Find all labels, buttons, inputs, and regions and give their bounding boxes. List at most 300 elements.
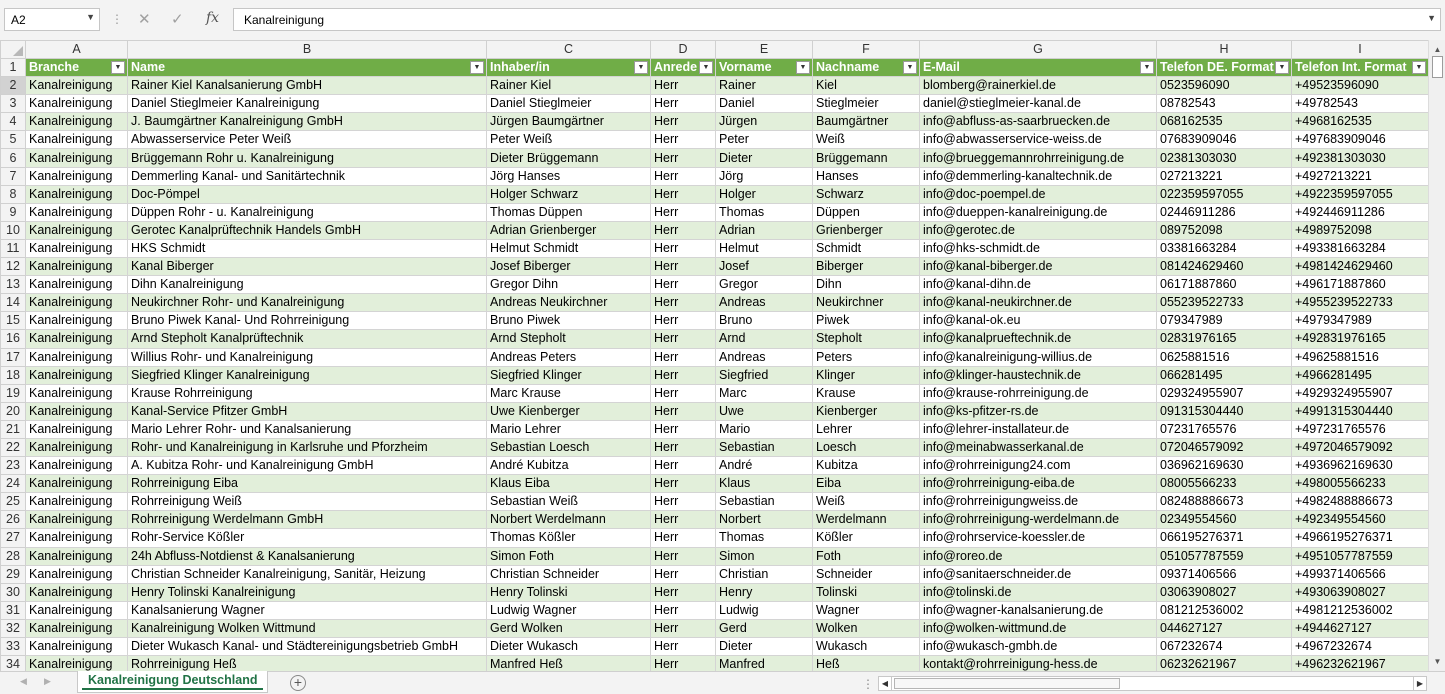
table-cell[interactable]: Holger Schwarz bbox=[487, 185, 651, 203]
table-cell[interactable]: Christian Schneider bbox=[487, 565, 651, 583]
table-cell[interactable]: Neukirchner bbox=[813, 294, 920, 312]
select-all-button[interactable] bbox=[1, 41, 26, 59]
table-cell[interactable]: Kanalreinigung bbox=[26, 330, 128, 348]
table-cell[interactable]: Herr bbox=[651, 185, 716, 203]
row-header[interactable]: 15 bbox=[1, 312, 26, 330]
tab-split-handle-icon[interactable]: ⋮ bbox=[862, 677, 873, 691]
table-header-cell[interactable] bbox=[716, 59, 813, 77]
table-cell[interactable]: 091315304440 bbox=[1157, 402, 1292, 420]
table-cell[interactable]: Kanalreinigung bbox=[26, 113, 128, 131]
table-cell[interactable]: +4968162535 bbox=[1292, 113, 1429, 131]
table-cell[interactable]: info@abfluss-as-saarbruecken.de bbox=[920, 113, 1157, 131]
table-cell[interactable]: 0523596090 bbox=[1157, 77, 1292, 95]
table-cell[interactable]: +492349554560 bbox=[1292, 511, 1429, 529]
table-cell[interactable]: Siegfried Klinger bbox=[487, 366, 651, 384]
table-cell[interactable]: info@tolinski.de bbox=[920, 583, 1157, 601]
table-cell[interactable]: +496171887860 bbox=[1292, 276, 1429, 294]
table-cell[interactable]: +492831976165 bbox=[1292, 330, 1429, 348]
table-cell[interactable]: Dihn Kanalreinigung bbox=[128, 276, 487, 294]
table-cell[interactable]: Heß bbox=[813, 656, 920, 671]
table-cell[interactable]: info@rohrreinigungweiss.de bbox=[920, 493, 1157, 511]
table-cell[interactable]: +4951057787559 bbox=[1292, 547, 1429, 565]
table-cell[interactable]: 09371406566 bbox=[1157, 565, 1292, 583]
table-cell[interactable]: +4927213221 bbox=[1292, 167, 1429, 185]
table-cell[interactable]: Herr bbox=[651, 330, 716, 348]
table-cell[interactable]: Kanalreinigung bbox=[26, 203, 128, 221]
table-cell[interactable]: 02381303030 bbox=[1157, 149, 1292, 167]
table-header-cell[interactable] bbox=[1292, 59, 1429, 77]
table-cell[interactable]: Thomas Kößler bbox=[487, 529, 651, 547]
table-cell[interactable]: 068162535 bbox=[1157, 113, 1292, 131]
table-cell[interactable]: 082488886673 bbox=[1157, 493, 1292, 511]
table-cell[interactable]: Gerd Wolken bbox=[487, 619, 651, 637]
table-cell[interactable]: Herr bbox=[651, 348, 716, 366]
table-cell[interactable]: Josef bbox=[716, 258, 813, 276]
table-cell[interactable]: Helmut bbox=[716, 239, 813, 257]
column-header[interactable]: G bbox=[920, 41, 1157, 59]
table-cell[interactable]: Herr bbox=[651, 384, 716, 402]
table-cell[interactable]: Herr bbox=[651, 601, 716, 619]
table-cell[interactable]: Herr bbox=[651, 366, 716, 384]
filter-dropdown-icon[interactable]: ▼ bbox=[470, 61, 484, 74]
table-cell[interactable]: Kanalreinigung bbox=[26, 402, 128, 420]
table-cell[interactable]: Peter Weiß bbox=[487, 131, 651, 149]
table-cell[interactable]: Kanalreinigung bbox=[26, 565, 128, 583]
scroll-down-icon[interactable]: ▼ bbox=[1433, 657, 1442, 666]
table-cell[interactable]: Siegfried Klinger Kanalreinigung bbox=[128, 366, 487, 384]
table-cell[interactable]: Kanalreinigung bbox=[26, 583, 128, 601]
table-cell[interactable]: 089752098 bbox=[1157, 221, 1292, 239]
table-cell[interactable]: Kanalreinigung bbox=[26, 131, 128, 149]
sheet-tab-active[interactable] bbox=[77, 671, 268, 693]
table-cell[interactable]: Rohrreinigung Eiba bbox=[128, 475, 487, 493]
table-cell[interactable]: +4991315304440 bbox=[1292, 402, 1429, 420]
table-cell[interactable]: +4981212536002 bbox=[1292, 601, 1429, 619]
table-cell[interactable]: info@gerotec.de bbox=[920, 221, 1157, 239]
row-header[interactable]: 16 bbox=[1, 330, 26, 348]
table-cell[interactable]: Baumgärtner bbox=[813, 113, 920, 131]
chevron-down-icon[interactable]: ▼ bbox=[86, 12, 95, 22]
row-header[interactable]: 13 bbox=[1, 276, 26, 294]
table-cell[interactable]: 067232674 bbox=[1157, 638, 1292, 656]
row-header[interactable]: 24 bbox=[1, 475, 26, 493]
table-cell[interactable]: Kanal Biberger bbox=[128, 258, 487, 276]
table-cell[interactable]: Herr bbox=[651, 294, 716, 312]
table-cell[interactable]: Ludwig Wagner bbox=[487, 601, 651, 619]
table-cell[interactable]: 07683909046 bbox=[1157, 131, 1292, 149]
table-cell[interactable]: Herr bbox=[651, 276, 716, 294]
vertical-scrollbar[interactable] bbox=[1428, 40, 1445, 671]
table-cell[interactable]: Rainer Kiel Kanalsanierung GmbH bbox=[128, 77, 487, 95]
table-cell[interactable]: Kanalreinigung bbox=[26, 366, 128, 384]
table-cell[interactable]: Kanalreinigung bbox=[26, 348, 128, 366]
row-header[interactable]: 34 bbox=[1, 656, 26, 671]
table-cell[interactable]: HKS Schmidt bbox=[128, 239, 487, 257]
table-cell[interactable]: Herr bbox=[651, 656, 716, 671]
table-cell[interactable]: Kößler bbox=[813, 529, 920, 547]
table-cell[interactable]: info@kanal-ok.eu bbox=[920, 312, 1157, 330]
table-cell[interactable]: Herr bbox=[651, 258, 716, 276]
table-cell[interactable]: Herr bbox=[651, 167, 716, 185]
table-cell[interactable]: Andreas bbox=[716, 348, 813, 366]
table-cell[interactable]: Sebastian Loesch bbox=[487, 438, 651, 456]
table-cell[interactable]: Kanalreinigung Wolken Wittmund bbox=[128, 619, 487, 637]
table-cell[interactable]: Arnd Stepholt Kanalprüftechnik bbox=[128, 330, 487, 348]
table-cell[interactable]: Herr bbox=[651, 619, 716, 637]
table-cell[interactable]: +49523596090 bbox=[1292, 77, 1429, 95]
table-cell[interactable]: Herr bbox=[651, 565, 716, 583]
table-cell[interactable]: 02831976165 bbox=[1157, 330, 1292, 348]
table-cell[interactable]: +492446911286 bbox=[1292, 203, 1429, 221]
table-cell[interactable]: Herr bbox=[651, 511, 716, 529]
table-cell[interactable]: info@brueggemannrohrreinigung.de bbox=[920, 149, 1157, 167]
table-cell[interactable]: info@hks-schmidt.de bbox=[920, 239, 1157, 257]
row-header[interactable]: 14 bbox=[1, 294, 26, 312]
table-cell[interactable]: Herr bbox=[651, 457, 716, 475]
row-header[interactable]: 20 bbox=[1, 402, 26, 420]
table-cell[interactable]: Hanses bbox=[813, 167, 920, 185]
table-cell[interactable]: +4989752098 bbox=[1292, 221, 1429, 239]
table-cell[interactable]: Kanalreinigung bbox=[26, 77, 128, 95]
table-cell[interactable]: Norbert Werdelmann bbox=[487, 511, 651, 529]
table-cell[interactable]: Dieter Wukasch bbox=[487, 638, 651, 656]
table-cell[interactable]: 03063908027 bbox=[1157, 583, 1292, 601]
table-cell[interactable]: Daniel Stieglmeier Kanalreinigung bbox=[128, 95, 487, 113]
next-sheet-icon[interactable]: ▶ bbox=[44, 676, 51, 686]
table-cell[interactable]: Bruno Piwek Kanal- Und Rohrreinigung bbox=[128, 312, 487, 330]
table-cell[interactable]: Daniel Stieglmeier bbox=[487, 95, 651, 113]
table-cell[interactable]: 081424629460 bbox=[1157, 258, 1292, 276]
row-header[interactable]: 9 bbox=[1, 203, 26, 221]
table-cell[interactable]: Manfred Heß bbox=[487, 656, 651, 671]
table-cell[interactable]: Dieter bbox=[716, 149, 813, 167]
table-cell[interactable]: info@rohrreinigung-eiba.de bbox=[920, 475, 1157, 493]
filter-dropdown-icon[interactable]: ▼ bbox=[796, 61, 810, 74]
table-cell[interactable]: Loesch bbox=[813, 438, 920, 456]
table-cell[interactable]: info@rohrreinigung-werdelmann.de bbox=[920, 511, 1157, 529]
table-cell[interactable]: Arnd Stepholt bbox=[487, 330, 651, 348]
table-cell[interactable]: Kanalreinigung bbox=[26, 656, 128, 671]
table-cell[interactable]: 06232621967 bbox=[1157, 656, 1292, 671]
table-cell[interactable]: Herr bbox=[651, 475, 716, 493]
table-cell[interactable]: Herr bbox=[651, 547, 716, 565]
add-sheet-button[interactable]: + bbox=[290, 675, 306, 691]
table-cell[interactable]: Schneider bbox=[813, 565, 920, 583]
table-cell[interactable]: 07231765576 bbox=[1157, 420, 1292, 438]
table-cell[interactable]: Wolken bbox=[813, 619, 920, 637]
table-cell[interactable]: Düppen Rohr - u. Kanalreinigung bbox=[128, 203, 487, 221]
table-cell[interactable]: Kanalreinigung bbox=[26, 420, 128, 438]
table-cell[interactable]: 08782543 bbox=[1157, 95, 1292, 113]
table-cell[interactable]: Kanalreinigung bbox=[26, 529, 128, 547]
table-cell[interactable]: Brüggemann Rohr u. Kanalreinigung bbox=[128, 149, 487, 167]
table-cell[interactable]: info@abwasserservice-weiss.de bbox=[920, 131, 1157, 149]
table-cell[interactable]: Rohrreinigung Werdelmann GmbH bbox=[128, 511, 487, 529]
table-cell[interactable]: Siegfried bbox=[716, 366, 813, 384]
table-cell[interactable]: Thomas bbox=[716, 203, 813, 221]
table-cell[interactable]: info@rohrservice-koessler.de bbox=[920, 529, 1157, 547]
table-cell[interactable]: +4966281495 bbox=[1292, 366, 1429, 384]
table-cell[interactable]: Rainer Kiel bbox=[487, 77, 651, 95]
filter-dropdown-icon[interactable]: ▼ bbox=[903, 61, 917, 74]
table-cell[interactable]: daniel@stieglmeier-kanal.de bbox=[920, 95, 1157, 113]
table-cell[interactable]: 02446911286 bbox=[1157, 203, 1292, 221]
table-cell[interactable]: Grienberger bbox=[813, 221, 920, 239]
table-cell[interactable]: 055239522733 bbox=[1157, 294, 1292, 312]
filter-dropdown-icon[interactable]: ▼ bbox=[1140, 61, 1154, 74]
table-cell[interactable]: Thomas bbox=[716, 529, 813, 547]
table-cell[interactable]: Herr bbox=[651, 638, 716, 656]
table-cell[interactable]: Christian bbox=[716, 565, 813, 583]
table-cell[interactable]: Dieter Wukasch Kanal- und Städtereinigungsbetrieb GmbH bbox=[128, 638, 487, 656]
table-cell[interactable]: Biberger bbox=[813, 258, 920, 276]
row-header[interactable]: 29 bbox=[1, 565, 26, 583]
row-header[interactable]: 28 bbox=[1, 547, 26, 565]
row-header[interactable]: 3 bbox=[1, 95, 26, 113]
table-cell[interactable]: +499371406566 bbox=[1292, 565, 1429, 583]
table-cell[interactable]: Herr bbox=[651, 420, 716, 438]
table-cell[interactable]: Tolinski bbox=[813, 583, 920, 601]
table-cell[interactable]: Peter bbox=[716, 131, 813, 149]
table-cell[interactable]: Sebastian bbox=[716, 438, 813, 456]
table-cell[interactable]: Henry Tolinski bbox=[487, 583, 651, 601]
scroll-left-icon[interactable]: ◀ bbox=[879, 677, 892, 690]
row-header[interactable]: 12 bbox=[1, 258, 26, 276]
table-cell[interactable]: Herr bbox=[651, 131, 716, 149]
row-header[interactable]: 18 bbox=[1, 366, 26, 384]
table-cell[interactable]: Demmerling Kanal- und Sanitärtechnik bbox=[128, 167, 487, 185]
table-cell[interactable]: Kanalreinigung bbox=[26, 511, 128, 529]
table-cell[interactable]: Manfred bbox=[716, 656, 813, 671]
table-cell[interactable]: Marc bbox=[716, 384, 813, 402]
table-cell[interactable]: +4955239522733 bbox=[1292, 294, 1429, 312]
table-cell[interactable]: Eiba bbox=[813, 475, 920, 493]
table-cell[interactable]: Kiel bbox=[813, 77, 920, 95]
column-header[interactable]: D bbox=[651, 41, 716, 59]
row-header[interactable]: 6 bbox=[1, 149, 26, 167]
table-header-cell[interactable] bbox=[487, 59, 651, 77]
row-header[interactable]: 30 bbox=[1, 583, 26, 601]
table-cell[interactable]: Kubitza bbox=[813, 457, 920, 475]
table-cell[interactable]: +4929324955907 bbox=[1292, 384, 1429, 402]
table-cell[interactable]: info@roreo.de bbox=[920, 547, 1157, 565]
row-header[interactable]: 31 bbox=[1, 601, 26, 619]
table-cell[interactable]: Jürgen bbox=[716, 113, 813, 131]
table-cell[interactable]: Herr bbox=[651, 221, 716, 239]
table-cell[interactable]: Schwarz bbox=[813, 185, 920, 203]
table-cell[interactable]: Kanalreinigung bbox=[26, 149, 128, 167]
table-cell[interactable]: +4981424629460 bbox=[1292, 258, 1429, 276]
scroll-up-icon[interactable]: ▲ bbox=[1433, 45, 1442, 54]
table-cell[interactable]: kontakt@rohrreinigung-hess.de bbox=[920, 656, 1157, 671]
table-cell[interactable]: Thomas Düppen bbox=[487, 203, 651, 221]
table-cell[interactable]: Kanalreinigung bbox=[26, 475, 128, 493]
table-cell[interactable]: Henry bbox=[716, 583, 813, 601]
filter-dropdown-icon[interactable]: ▼ bbox=[1275, 61, 1289, 74]
name-box[interactable] bbox=[4, 8, 100, 31]
table-cell[interactable]: Rohr-Service Kößler bbox=[128, 529, 487, 547]
table-cell[interactable]: +497683909046 bbox=[1292, 131, 1429, 149]
table-cell[interactable]: 051057787559 bbox=[1157, 547, 1292, 565]
table-cell[interactable]: +4922359597055 bbox=[1292, 185, 1429, 203]
table-cell[interactable]: +4972046579092 bbox=[1292, 438, 1429, 456]
table-cell[interactable]: 036962169630 bbox=[1157, 457, 1292, 475]
filter-dropdown-icon[interactable]: ▼ bbox=[634, 61, 648, 74]
table-cell[interactable]: Herr bbox=[651, 493, 716, 511]
row-header[interactable]: 11 bbox=[1, 239, 26, 257]
table-cell[interactable]: Daniel bbox=[716, 95, 813, 113]
table-cell[interactable]: info@lehrer-installateur.de bbox=[920, 420, 1157, 438]
table-cell[interactable]: Foth bbox=[813, 547, 920, 565]
table-cell[interactable]: Holger bbox=[716, 185, 813, 203]
row-header[interactable]: 8 bbox=[1, 185, 26, 203]
chevron-down-icon[interactable]: ▼ bbox=[1427, 13, 1436, 23]
table-cell[interactable]: J. Baumgärtner Kanalreinigung GmbH bbox=[128, 113, 487, 131]
insert-function-button[interactable]: fx bbox=[206, 10, 220, 26]
table-cell[interactable]: blomberg@rainerkiel.de bbox=[920, 77, 1157, 95]
table-cell[interactable]: Willius Rohr- und Kanalreinigung bbox=[128, 348, 487, 366]
table-cell[interactable]: Werdelmann bbox=[813, 511, 920, 529]
table-cell[interactable]: info@wagner-kanalsanierung.de bbox=[920, 601, 1157, 619]
table-cell[interactable]: +497231765576 bbox=[1292, 420, 1429, 438]
column-header[interactable]: C bbox=[487, 41, 651, 59]
row-header[interactable]: 33 bbox=[1, 638, 26, 656]
table-cell[interactable]: 081212536002 bbox=[1157, 601, 1292, 619]
table-cell[interactable]: Jörg Hanses bbox=[487, 167, 651, 185]
check-icon[interactable]: ✓ bbox=[171, 11, 184, 28]
table-cell[interactable]: 06171887860 bbox=[1157, 276, 1292, 294]
table-cell[interactable]: Dieter Brüggemann bbox=[487, 149, 651, 167]
table-cell[interactable]: info@krause-rohrreinigung.de bbox=[920, 384, 1157, 402]
table-cell[interactable]: 03381663284 bbox=[1157, 239, 1292, 257]
table-cell[interactable]: Arnd bbox=[716, 330, 813, 348]
table-cell[interactable]: Rohr- und Kanalreinigung in Karlsruhe und Pforzheim bbox=[128, 438, 487, 456]
table-cell[interactable]: Ludwig bbox=[716, 601, 813, 619]
table-cell[interactable]: +4967232674 bbox=[1292, 638, 1429, 656]
table-cell[interactable]: +4979347989 bbox=[1292, 312, 1429, 330]
row-header[interactable]: 21 bbox=[1, 420, 26, 438]
row-header[interactable]: 26 bbox=[1, 511, 26, 529]
horizontal-scrollbar[interactable] bbox=[878, 676, 1427, 691]
column-header[interactable]: B bbox=[128, 41, 487, 59]
table-cell[interactable]: Piwek bbox=[813, 312, 920, 330]
table-cell[interactable]: Kanalreinigung bbox=[26, 239, 128, 257]
table-cell[interactable]: Kanalreinigung bbox=[26, 619, 128, 637]
row-header[interactable]: 23 bbox=[1, 457, 26, 475]
horizontal-scroll-thumb[interactable] bbox=[894, 678, 1120, 689]
table-cell[interactable]: +4982488886673 bbox=[1292, 493, 1429, 511]
table-cell[interactable]: 072046579092 bbox=[1157, 438, 1292, 456]
table-cell[interactable]: Kanalreinigung bbox=[26, 95, 128, 113]
table-cell[interactable]: 027213221 bbox=[1157, 167, 1292, 185]
table-cell[interactable]: Christian Schneider Kanalreinigung, Sanitär, Heizung bbox=[128, 565, 487, 583]
table-cell[interactable]: info@wolken-wittmund.de bbox=[920, 619, 1157, 637]
table-cell[interactable]: +496232621967 bbox=[1292, 656, 1429, 671]
table-cell[interactable]: +498005566233 bbox=[1292, 475, 1429, 493]
table-cell[interactable]: Kanalreinigung bbox=[26, 384, 128, 402]
table-cell[interactable]: Kanalsanierung Wagner bbox=[128, 601, 487, 619]
table-cell[interactable]: 044627127 bbox=[1157, 619, 1292, 637]
table-cell[interactable]: Stepholt bbox=[813, 330, 920, 348]
column-header[interactable]: H bbox=[1157, 41, 1292, 59]
row-header[interactable]: 2 bbox=[1, 77, 26, 95]
table-cell[interactable]: 02349554560 bbox=[1157, 511, 1292, 529]
table-header-cell[interactable] bbox=[651, 59, 716, 77]
table-cell[interactable]: Peters bbox=[813, 348, 920, 366]
row-header[interactable]: 7 bbox=[1, 167, 26, 185]
table-cell[interactable]: Wukasch bbox=[813, 638, 920, 656]
table-cell[interactable]: Marc Krause bbox=[487, 384, 651, 402]
table-header-cell[interactable] bbox=[1157, 59, 1292, 77]
table-cell[interactable]: Herr bbox=[651, 113, 716, 131]
row-header[interactable]: 19 bbox=[1, 384, 26, 402]
table-cell[interactable]: Kanalreinigung bbox=[26, 294, 128, 312]
table-cell[interactable]: 08005566233 bbox=[1157, 475, 1292, 493]
row-header[interactable]: 1 bbox=[1, 59, 26, 77]
table-cell[interactable]: Weiß bbox=[813, 131, 920, 149]
table-cell[interactable]: Herr bbox=[651, 149, 716, 167]
table-cell[interactable]: Simon Foth bbox=[487, 547, 651, 565]
table-cell[interactable]: Adrian Grienberger bbox=[487, 221, 651, 239]
row-header[interactable]: 10 bbox=[1, 221, 26, 239]
table-header-cell[interactable] bbox=[26, 59, 128, 77]
table-cell[interactable]: Weiß bbox=[813, 493, 920, 511]
table-cell[interactable]: Simon bbox=[716, 547, 813, 565]
previous-sheet-icon[interactable]: ◀ bbox=[20, 676, 27, 686]
table-cell[interactable]: Andreas bbox=[716, 294, 813, 312]
table-cell[interactable]: Krause Rohrreinigung bbox=[128, 384, 487, 402]
table-cell[interactable]: André Kubitza bbox=[487, 457, 651, 475]
column-header[interactable]: A bbox=[26, 41, 128, 59]
table-cell[interactable]: Andreas Neukirchner bbox=[487, 294, 651, 312]
row-header[interactable]: 32 bbox=[1, 619, 26, 637]
table-header-cell[interactable] bbox=[920, 59, 1157, 77]
row-header[interactable]: 4 bbox=[1, 113, 26, 131]
table-cell[interactable]: Uwe Kienberger bbox=[487, 402, 651, 420]
table-cell[interactable]: Klinger bbox=[813, 366, 920, 384]
table-cell[interactable]: Klaus Eiba bbox=[487, 475, 651, 493]
table-cell[interactable]: 066281495 bbox=[1157, 366, 1292, 384]
table-cell[interactable]: Josef Biberger bbox=[487, 258, 651, 276]
row-header[interactable]: 5 bbox=[1, 131, 26, 149]
table-cell[interactable]: Kanalreinigung bbox=[26, 601, 128, 619]
table-cell[interactable]: Herr bbox=[651, 95, 716, 113]
vertical-scroll-thumb[interactable] bbox=[1432, 56, 1443, 78]
table-cell[interactable]: Klaus bbox=[716, 475, 813, 493]
table-cell[interactable]: Rainer bbox=[716, 77, 813, 95]
table-header-cell[interactable] bbox=[813, 59, 920, 77]
table-cell[interactable]: info@kanalprueftechnik.de bbox=[920, 330, 1157, 348]
table-cell[interactable]: Düppen bbox=[813, 203, 920, 221]
table-cell[interactable]: A. Kubitza Rohr- und Kanalreinigung GmbH bbox=[128, 457, 487, 475]
table-cell[interactable]: Gregor bbox=[716, 276, 813, 294]
table-cell[interactable]: Herr bbox=[651, 438, 716, 456]
table-cell[interactable]: info@kanalreinigung-willius.de bbox=[920, 348, 1157, 366]
table-cell[interactable]: Doc-Pömpel bbox=[128, 185, 487, 203]
table-cell[interactable]: Kanalreinigung bbox=[26, 258, 128, 276]
table-cell[interactable]: +493381663284 bbox=[1292, 239, 1429, 257]
filter-dropdown-icon[interactable]: ▼ bbox=[699, 61, 713, 74]
table-cell[interactable]: Kanalreinigung bbox=[26, 221, 128, 239]
table-cell[interactable]: Kanalreinigung bbox=[26, 185, 128, 203]
table-cell[interactable]: 079347989 bbox=[1157, 312, 1292, 330]
table-cell[interactable]: Andreas Peters bbox=[487, 348, 651, 366]
table-cell[interactable]: info@kanal-neukirchner.de bbox=[920, 294, 1157, 312]
table-cell[interactable]: Uwe bbox=[716, 402, 813, 420]
table-cell[interactable]: Wagner bbox=[813, 601, 920, 619]
table-cell[interactable]: Kanalreinigung bbox=[26, 167, 128, 185]
table-cell[interactable]: Brüggemann bbox=[813, 149, 920, 167]
